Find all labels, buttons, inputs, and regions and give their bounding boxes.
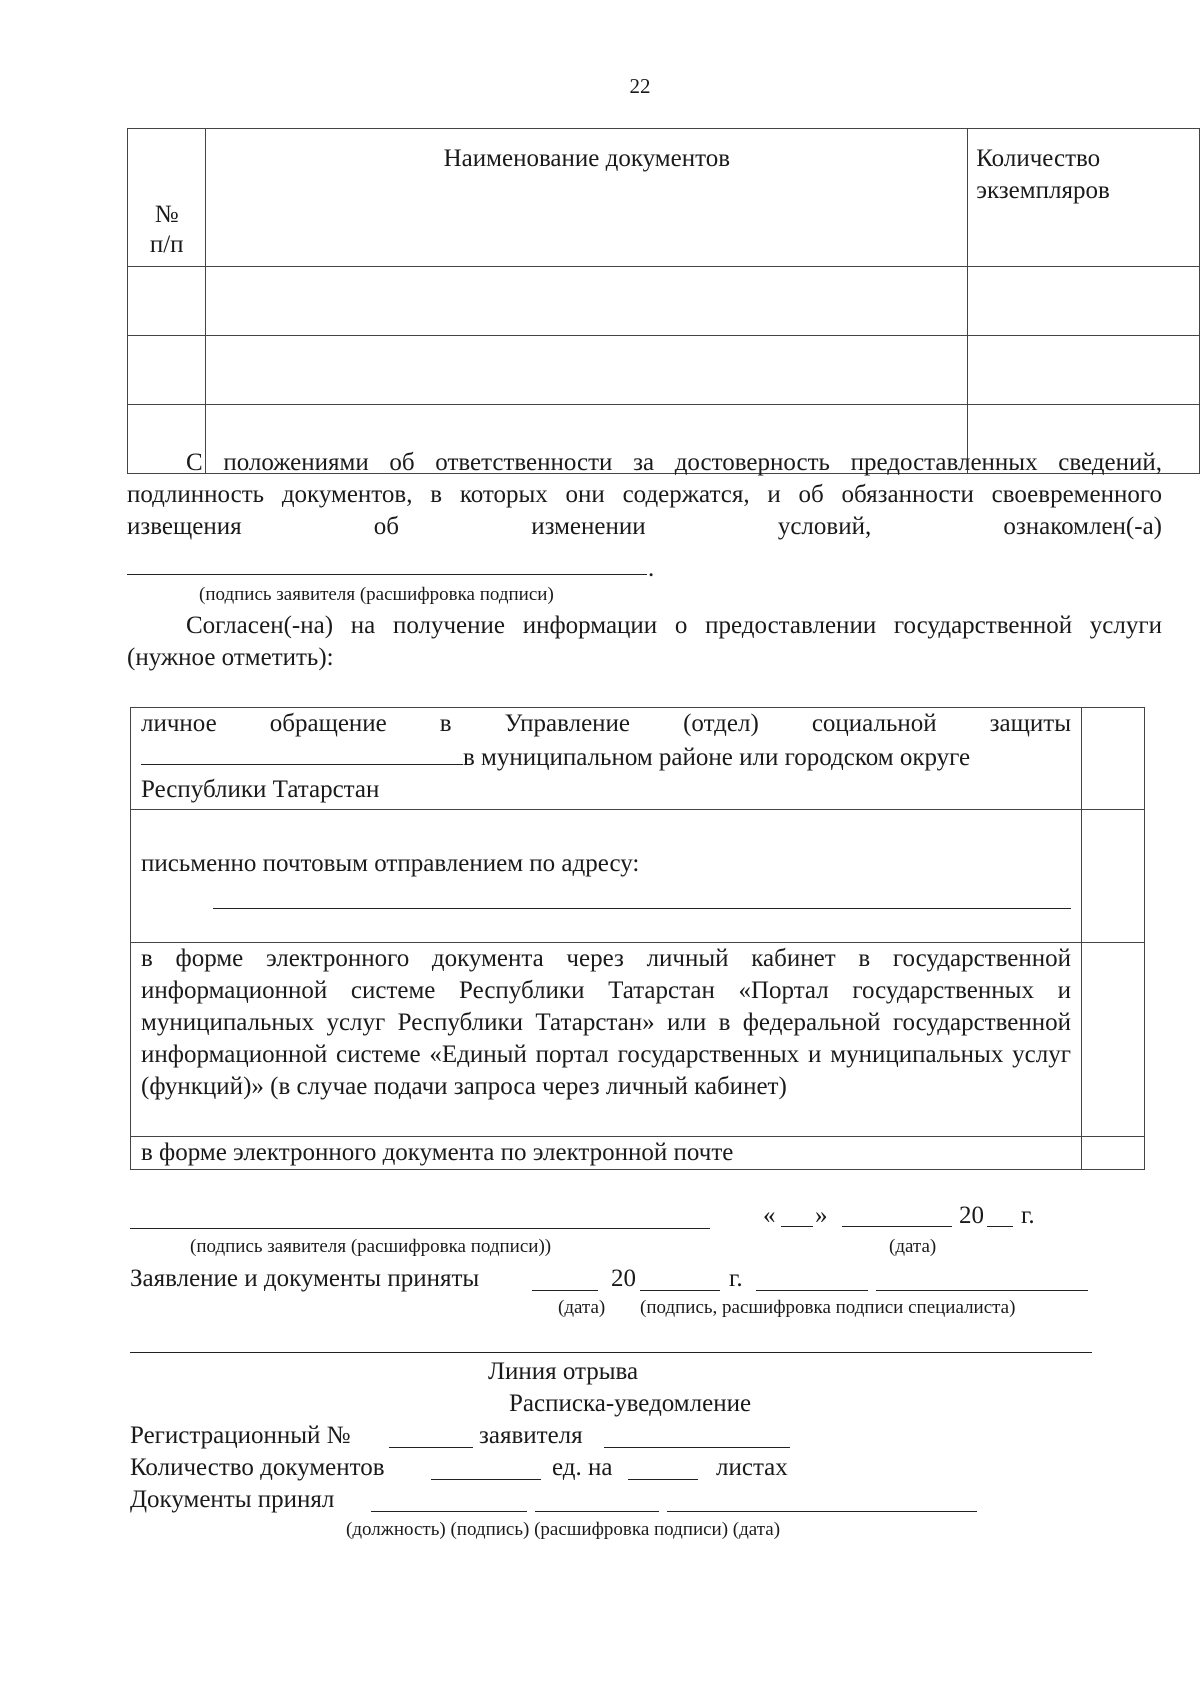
signature-caption-1: (подпись заявителя (расшифровка подписи) — [199, 584, 554, 605]
responsibility-paragraph: С положениями об ответственности за достоверность предоставленных сведений, подлинность документов, в которых они содержатся, и об обязанности своевременного извещения об изменении условий, ознакомлен(-а) — [127, 449, 1162, 540]
applicant-signature-line-2[interactable] — [130, 1228, 710, 1229]
table-cell-copies[interactable] — [968, 267, 1200, 336]
docs-sheets-label: листах — [716, 1454, 788, 1481]
reg-applicant-blank[interactable] — [604, 1447, 790, 1448]
option-checkbox-postal[interactable] — [1082, 810, 1145, 943]
docs-count-label: Количество документов — [130, 1454, 385, 1481]
page-number: 22 — [629, 74, 651, 98]
notification-options-table — [130, 707, 1145, 1170]
accepted-by-name-date-blank[interactable] — [667, 1511, 977, 1512]
accepted-by-label: Документы принял — [130, 1486, 335, 1513]
option-personal-visit-line3: Республики Татарстан — [141, 776, 380, 803]
date-open-quote: « — [763, 1202, 776, 1229]
table-cell-copies[interactable] — [968, 336, 1200, 405]
option-text-personal-visit — [131, 708, 1082, 810]
date-year-suffix: г. — [1021, 1202, 1035, 1229]
documents-table-header — [128, 129, 1200, 267]
option-row-electronic-email — [131, 1137, 1145, 1170]
accepted-specialist-signature-blank[interactable] — [756, 1290, 868, 1291]
column-header-document-name: Наименование документов — [206, 129, 968, 267]
column-header-number — [128, 129, 206, 267]
accepted-by-signature-blank[interactable] — [535, 1511, 659, 1512]
table-cell-document-name[interactable] — [206, 336, 968, 405]
table-row — [128, 267, 1200, 336]
accepted-date-blank[interactable] — [532, 1290, 598, 1291]
option-checkbox-personal-visit[interactable] — [1082, 708, 1145, 810]
column-header-number-sign: № — [154, 201, 179, 228]
date-year-prefix: 20 — [959, 1202, 984, 1229]
accepted-year-suffix: г. — [729, 1265, 743, 1292]
option-personal-visit-line2 — [141, 740, 1071, 774]
applicant-signature-line-1[interactable] — [127, 574, 647, 575]
accepted-year: 20 — [611, 1265, 636, 1292]
accepted-prefix: Заявление и документы приняты — [130, 1265, 480, 1292]
option-personal-visit-line1: личное обращение в Управление (отдел) социальной защиты — [141, 710, 1071, 737]
accepted-by-position-blank[interactable] — [371, 1511, 527, 1512]
option-row-personal-visit — [131, 708, 1145, 810]
reg-applicant-label: заявителя — [479, 1422, 583, 1449]
option-text-electronic-email: в форме электронного документа по электронной почте — [131, 1137, 1082, 1170]
tear-off-line — [130, 1352, 1092, 1353]
reg-number-label: Регистрационный № — [130, 1422, 351, 1449]
accepted-year-blank[interactable] — [640, 1290, 720, 1291]
date-year-blank[interactable] — [987, 1226, 1013, 1227]
date-month-blank[interactable] — [842, 1226, 952, 1227]
date-caption: (дата) — [889, 1236, 937, 1257]
option-row-postal — [131, 810, 1145, 943]
signature-caption-2: (подпись заявителя (расшифровка подписи)) — [190, 1236, 552, 1257]
option-personal-visit-line2-text: в муниципальном районе или городском округе — [463, 744, 971, 771]
signature-period: . — [648, 555, 655, 582]
docs-sheets-blank[interactable] — [628, 1479, 698, 1480]
option-text-electronic-cabinet: в форме электронного документа через личный кабинет в государственной информационной системе Республики Татарстан «Портал государственных и муниципальных услуг Республики Татарстан» или в федеральной государственной информационной системе «Единый портал государственных и муниципальных услуг (функций)» (в случае подачи запроса через личный кабинет) — [131, 943, 1082, 1137]
option-text-postal — [131, 810, 1082, 943]
documents-table — [127, 128, 1200, 474]
option-checkbox-electronic-cabinet[interactable] — [1082, 943, 1145, 1137]
department-blank[interactable] — [141, 740, 463, 765]
column-header-number-abbr: п/п — [149, 231, 184, 258]
date-day-blank[interactable] — [781, 1226, 813, 1227]
option-row-electronic-cabinet — [131, 943, 1145, 1137]
column-header-copies: Количество экземпляров — [968, 129, 1200, 267]
accepted-signature-caption: (подпись, расшифровка подписи специалиста) — [640, 1297, 1016, 1318]
table-row — [128, 336, 1200, 405]
option-postal-label: письменно почтовым отправлением по адресу: — [141, 850, 640, 877]
reg-number-blank[interactable] — [389, 1447, 473, 1448]
table-cell-document-name[interactable] — [206, 267, 968, 336]
receipt-title: Расписка-уведомление — [509, 1390, 752, 1417]
option-checkbox-electronic-email[interactable] — [1082, 1137, 1145, 1170]
accepted-by-caption: (должность) (подпись) (расшифровка подписи) (дата) — [346, 1519, 781, 1540]
accepted-date-caption: (дата) — [558, 1297, 606, 1318]
tear-line-label: Линия отрыва — [488, 1358, 639, 1385]
postal-address-blank[interactable] — [213, 884, 1071, 909]
accepted-specialist-name-blank[interactable] — [876, 1290, 1088, 1291]
table-cell-number[interactable] — [128, 336, 206, 405]
docs-units-label: ед. на — [552, 1454, 613, 1481]
table-cell-number[interactable] — [128, 267, 206, 336]
date-close-quote: » — [815, 1202, 828, 1229]
consent-paragraph: Согласен(-на) на получение информации о предоставлении государственной услуги (нужное отметить): — [127, 612, 1162, 671]
docs-count-blank[interactable] — [431, 1479, 541, 1480]
